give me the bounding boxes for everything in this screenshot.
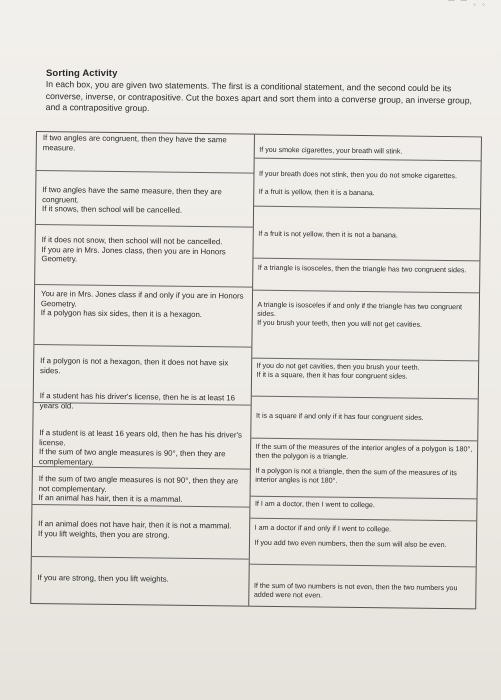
statement-text: If a student is at least 16 years old, then he has his driver's license. xyxy=(39,428,242,447)
statement-box xyxy=(35,225,252,288)
statement-box xyxy=(249,519,476,568)
statement-box xyxy=(32,505,249,560)
statement-box xyxy=(37,132,254,174)
statement-box xyxy=(253,259,480,294)
statement-text: If two angles have the same measure, then they are congruent. xyxy=(42,185,222,205)
statement-box xyxy=(251,359,478,400)
statement-text: If it snows, then school will be cancelled. xyxy=(41,204,183,215)
statement-text: You are in Mrs. Jones class if and only if you are in Honors Geometry. xyxy=(40,289,244,309)
statement-table xyxy=(30,131,482,609)
statement-box xyxy=(34,345,251,411)
statement-text: If a polygon has six sides, then it is a hexagon. xyxy=(40,308,203,320)
statement-box xyxy=(36,171,253,228)
statement-box xyxy=(254,135,481,162)
statement-text: If a polygon is not a triangle, then the sum of the measures of its interior angles is not 180°. xyxy=(255,466,457,485)
statement-box xyxy=(251,397,478,442)
statement-text: If two angles are congruent, then they have the same measure. xyxy=(42,133,227,153)
statement-text: If a triangle is isosceles, then the triangle has two congruent sides. xyxy=(257,263,467,275)
statement-box xyxy=(32,467,249,508)
statement-box xyxy=(253,207,480,262)
statement-text: If a fruit is not yellow, then it is not a banana. xyxy=(258,229,398,240)
statement-text: If a polygon is not a hexagon, then it does not have six sides. xyxy=(40,356,229,375)
statement-text: If you are strong, then you lift weights. xyxy=(37,573,169,584)
page-edge-marks: ▔ ▔ ◦ ◦ xyxy=(448,0,487,9)
right-column xyxy=(249,135,481,609)
statement-text: If the sum of two numbers is not even, then the two numbers you added were not even. xyxy=(253,581,458,600)
statement-text: If you lift weights, then you are strong. xyxy=(38,528,170,540)
statement-box xyxy=(252,291,479,362)
statement-text: If it is a square, then it has four congruent sides. xyxy=(256,370,408,381)
statement-text: If you are in Mrs. Jones class, then you are in Honors Geometry. xyxy=(41,244,226,264)
statement-text: If the sum of two angle measures is not 90°, then they are not complementary. xyxy=(38,474,239,494)
statement-box xyxy=(34,285,251,348)
statement-text: If a fruit is yellow, then it is a banana. xyxy=(258,187,375,198)
statement-text: If I am a doctor, then I went to college. xyxy=(254,499,375,510)
statement-text: If you smoke cigarettes, your breath will stink. xyxy=(259,145,403,156)
statement-box xyxy=(31,557,248,608)
statement-text: If a student has his driver's license, then he is at least 16 years old. xyxy=(39,391,236,411)
statement-text: It is a square if and only if it has four congruent sides. xyxy=(256,411,424,422)
statement-box xyxy=(33,403,250,470)
statement-text: If your breath does not stink, then you do not smoke cigarettes. xyxy=(258,169,457,181)
left-column xyxy=(31,132,254,606)
statement-text: If an animal has hair, then it is a mammal. xyxy=(38,493,183,505)
statement-text: A triangle is isosceles if and only if the triangle has two congruent sides. xyxy=(257,300,463,318)
statement-text: If the sum of two angle measures is 90°, then they are complementary. xyxy=(38,447,226,467)
statement-box xyxy=(250,497,477,522)
statement-text: If an animal does not have hair, then it is not a mammal. xyxy=(38,519,232,531)
statement-box xyxy=(250,439,477,500)
statement-text: If it does not snow, then school will not be cancelled. xyxy=(41,235,223,247)
statement-box xyxy=(254,159,481,210)
statement-text: If you brush your teeth, then you will not get cavities. xyxy=(257,318,423,329)
statement-text: If you add two even numbers, then the sum will also be even. xyxy=(254,538,447,550)
statement-box xyxy=(249,565,476,611)
instructions-text: In each box, you are given two statements. The first is a conditional statement, and the second could be its converse, inverse, or contrapositive. Cut the boxes apart and sort them into a converse group, an inverse group, and a contrapositive group. xyxy=(45,79,472,114)
statement-text: If the sum of the measures of the interior angles of a polygon is 180°, then the polygon is a triangle. xyxy=(255,442,473,461)
statement-text: I am a doctor if and only if I went to college. xyxy=(254,523,392,534)
page-title: Sorting Activity xyxy=(46,68,118,79)
statement-text: If you do not get cavities, then you brush your teeth. xyxy=(256,361,420,372)
